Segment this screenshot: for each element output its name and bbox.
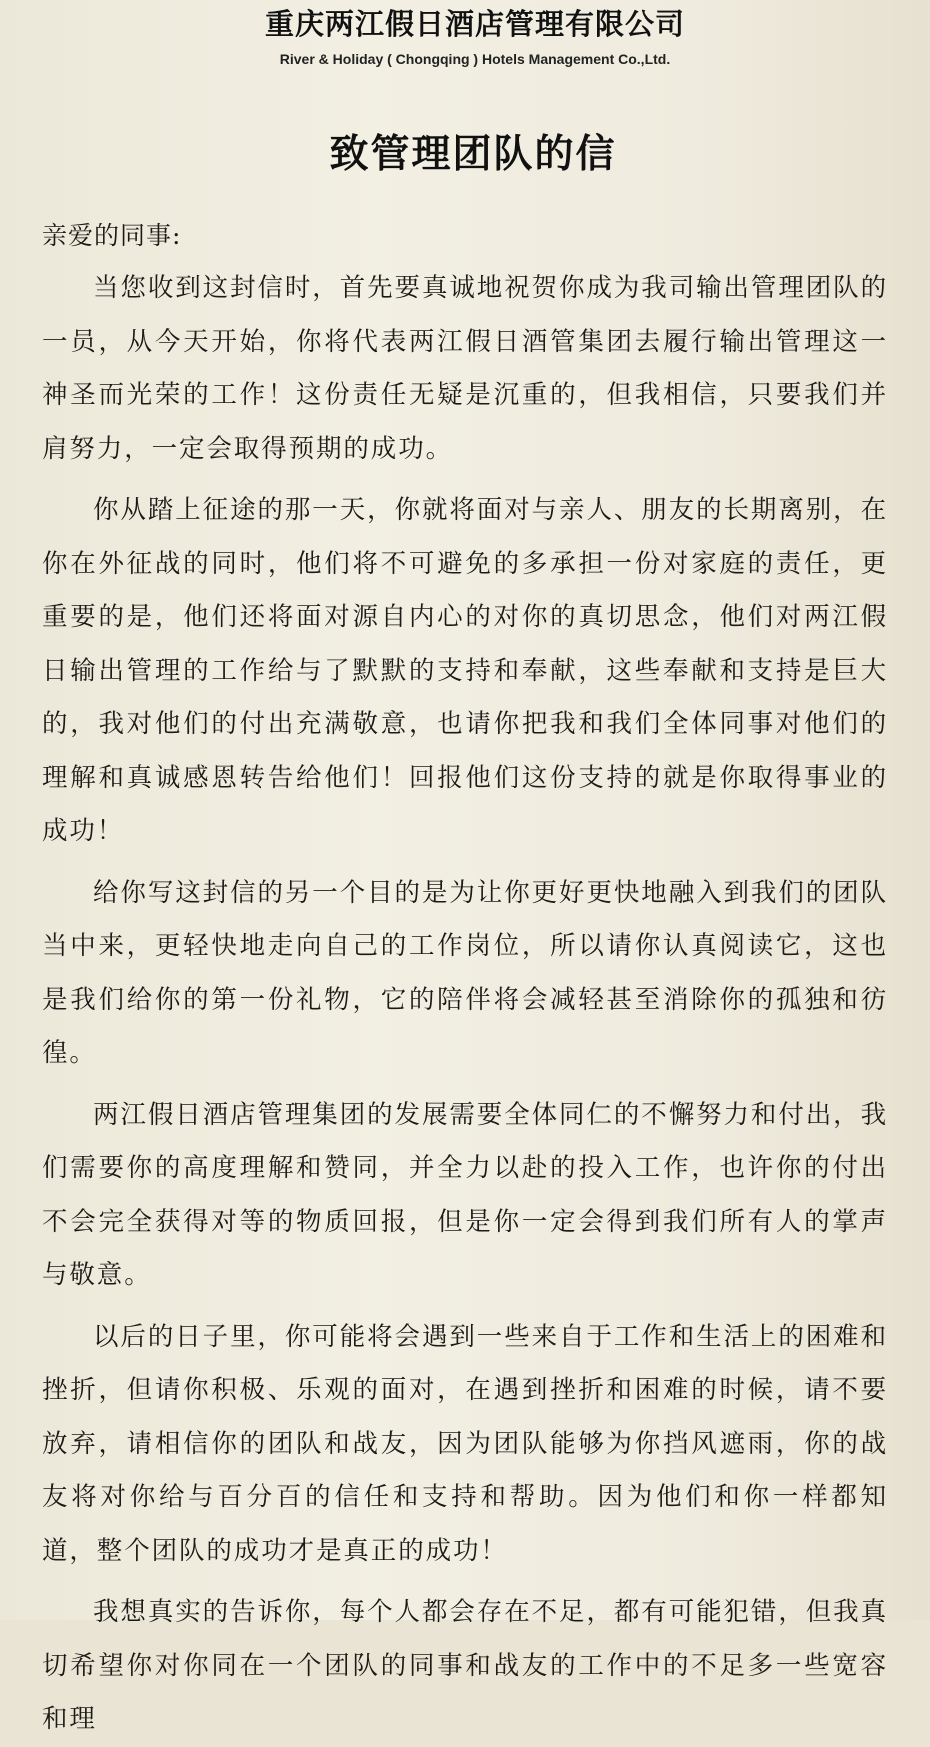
paragraph: 给你写这封信的另一个目的是为让你更好更快地融入到我们的团队当中来，更轻快地走向自己的工作岗位，所以请你认真阅读它，这也是我们给你的第一份礼物，它的陪伴将会减轻甚至消除你的孤独和彷徨。 [42, 877, 888, 1068]
paragraph: 两江假日酒店管理集团的发展需要全体同仁的不懈努力和付出，我们需要你的高度理解和赞同，并全力以赴的投入工作，也许你的付出不会完全获得对等的物质回报，但是你一定会得到我们所有人的掌声与敬意。 [42, 1099, 888, 1290]
paragraph: 以后的日子里，你可能将会遇到一些来自于工作和生活上的困难和挫折，但请你积极、乐观的面对，在遇到挫折和困难的时候，请不要放弃，请相信你的团队和战友，因为团队能够为你挡风遮雨，你的战友将对你给与百分百的信任和支持和帮助。因为他们和你一样都知道，整个团队的成功才是真正的成功！ [42, 1321, 888, 1566]
company-name-english: River & Holiday ( Chongqing ) Hotels Management Co.,Ltd. [279, 51, 671, 67]
paragraph: 我想真实的告诉你，每个人都会存在不足，都有可能犯错，但我真切希望你对你同在一个团队的同事和战友的工作中的不足多一些宽容和理 [42, 1597, 888, 1734]
letter-body [42, 262, 888, 1747]
company-name-chinese: 重庆两江假日酒店管理有限公司 [264, 7, 685, 41]
letter-title: 致管理团队的信 [329, 132, 617, 177]
paragraph: 当您收到这封信时，首先要真诚地祝贺你成为我司输出管理团队的一员，从今天开始，你将代表两江假日酒管集团去履行输出管理这一神圣而光荣的工作！这份责任无疑是沉重的，但我相信，只要我们并肩努力，一定会取得预期的成功。 [42, 273, 888, 464]
letterhead [62, 0, 888, 70]
paragraph: 你从踏上征途的那一天，你就将面对与亲人、朋友的长期离别，在你在外征战的同时，他们将不可避免的多承担一份对家庭的责任，更重要的是，他们还将面对源自内心的对你的真切思念，他们对两江假日输出管理的工作给与了默默的支持和奉献，这些奉献和支持是巨大的，我对他们的付出充满敬意，也请你把我和我们全体同事对他们的理解和真诚感恩转告给他们！回报他们这份支持的就是你取得事业的成功！ [42, 495, 888, 846]
salutation: 亲爱的同事: [42, 221, 182, 250]
